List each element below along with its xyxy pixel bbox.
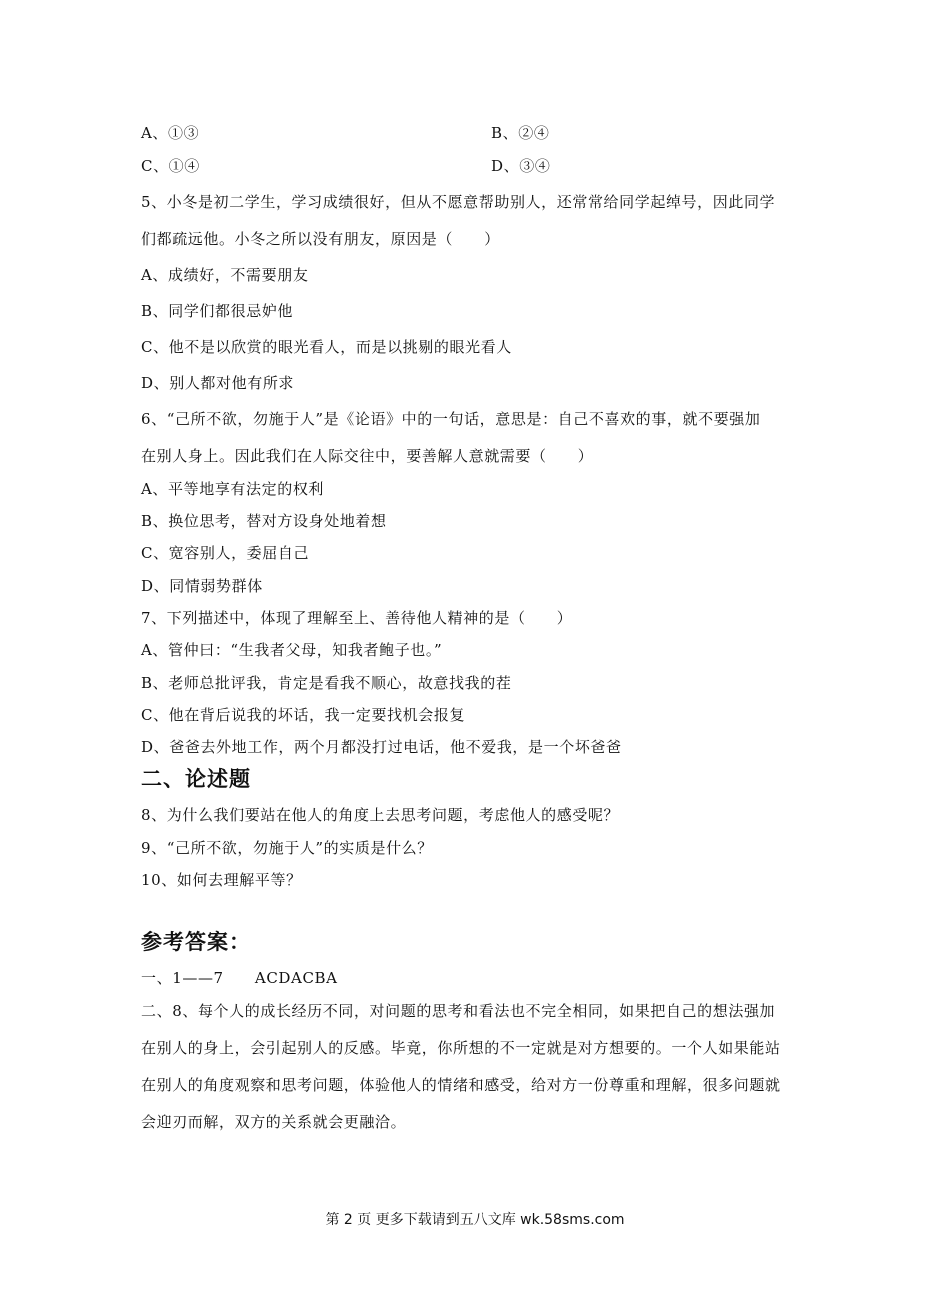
q6-stem-line2: 在别人身上。因此我们在人际交往中，要善解人意就需要（ ） — [141, 447, 594, 465]
q4-option-c: C、①④ — [141, 157, 200, 175]
q5-option-d: D、别人都对他有所求 — [141, 374, 295, 392]
q5-option-b: B、同学们都很忌妒他 — [141, 302, 294, 320]
answer8-line2: 在别人的身上，会引起别人的反感。毕竟，你所想的不一定就是对方想要的。一个人如果能站 — [141, 1039, 781, 1057]
q6-stem-line1: 6、“己所不欲，勿施于人”是《论语》中的一句话，意思是：自己不喜欢的事，就不要强加 — [141, 410, 761, 428]
answer8-line3: 在别人的角度观察和思考问题，体验他人的情绪和感受，给对方一份尊重和理解，很多问题就 — [141, 1076, 781, 1094]
q5-stem-line1: 5、小冬是初二学生，学习成绩很好，但从不愿意帮助别人，还常常给同学起绰号，因此同学 — [141, 193, 776, 211]
q10-question: 10、如何去理解平等？ — [141, 871, 302, 889]
q5-stem-line2: 们都疏远他。小冬之所以没有朋友，原因是（ ） — [141, 230, 500, 248]
q7-option-c: C、他在背后说我的坏话，我一定要找机会报复 — [141, 706, 466, 724]
q5-option-a: A、成绩好，不需要朋友 — [141, 266, 309, 284]
q7-option-b: B、老师总批评我，肯定是看我不顺心，故意找我的茬 — [141, 674, 512, 692]
q5-option-c: C、他不是以欣赏的眼光看人，而是以挑剔的眼光看人 — [141, 338, 512, 356]
q9-question: 9、“己所不欲，勿施于人”的实质是什么？ — [141, 839, 433, 857]
q7-option-a: A、管仲曰：“生我者父母，知我者鲍子也。” — [141, 641, 443, 659]
q7-stem: 7、下列描述中，体现了理解至上、善待他人精神的是（ ） — [141, 609, 573, 627]
q4-option-a: A、①③ — [141, 124, 200, 142]
q6-option-b: B、换位思考，替对方设身处地着想 — [141, 512, 387, 530]
answers-part1: 一、1——7 ACDACBA — [141, 969, 338, 987]
q7-option-d: D、爸爸去外地工作，两个月都没打过电话，他不爱我，是一个坏爸爸 — [141, 738, 622, 756]
q8-question: 8、为什么我们要站在他人的角度上去思考问题，考虑他人的感受呢？ — [141, 806, 620, 824]
answers-heading: 参考答案： — [141, 930, 251, 954]
answer8-line1: 二、8、每个人的成长经历不同，对问题的思考和看法也不完全相同，如果把自己的想法强加 — [141, 1002, 776, 1020]
q6-option-a: A、平等地享有法定的权利 — [141, 480, 325, 498]
q4-option-b: B、②④ — [491, 124, 550, 142]
q4-option-d: D、③④ — [491, 157, 551, 175]
answer8-line4: 会迎刃而解，双方的关系就会更融洽。 — [141, 1113, 407, 1131]
page-footer: 第 2 页 更多下载请到五八文库 wk.58sms.com — [325, 1212, 625, 1228]
q6-option-d: D、同情弱势群体 — [141, 577, 263, 595]
section2-heading: 二、论述题 — [141, 767, 251, 791]
q6-option-c: C、宽容别人，委屈自己 — [141, 544, 310, 562]
